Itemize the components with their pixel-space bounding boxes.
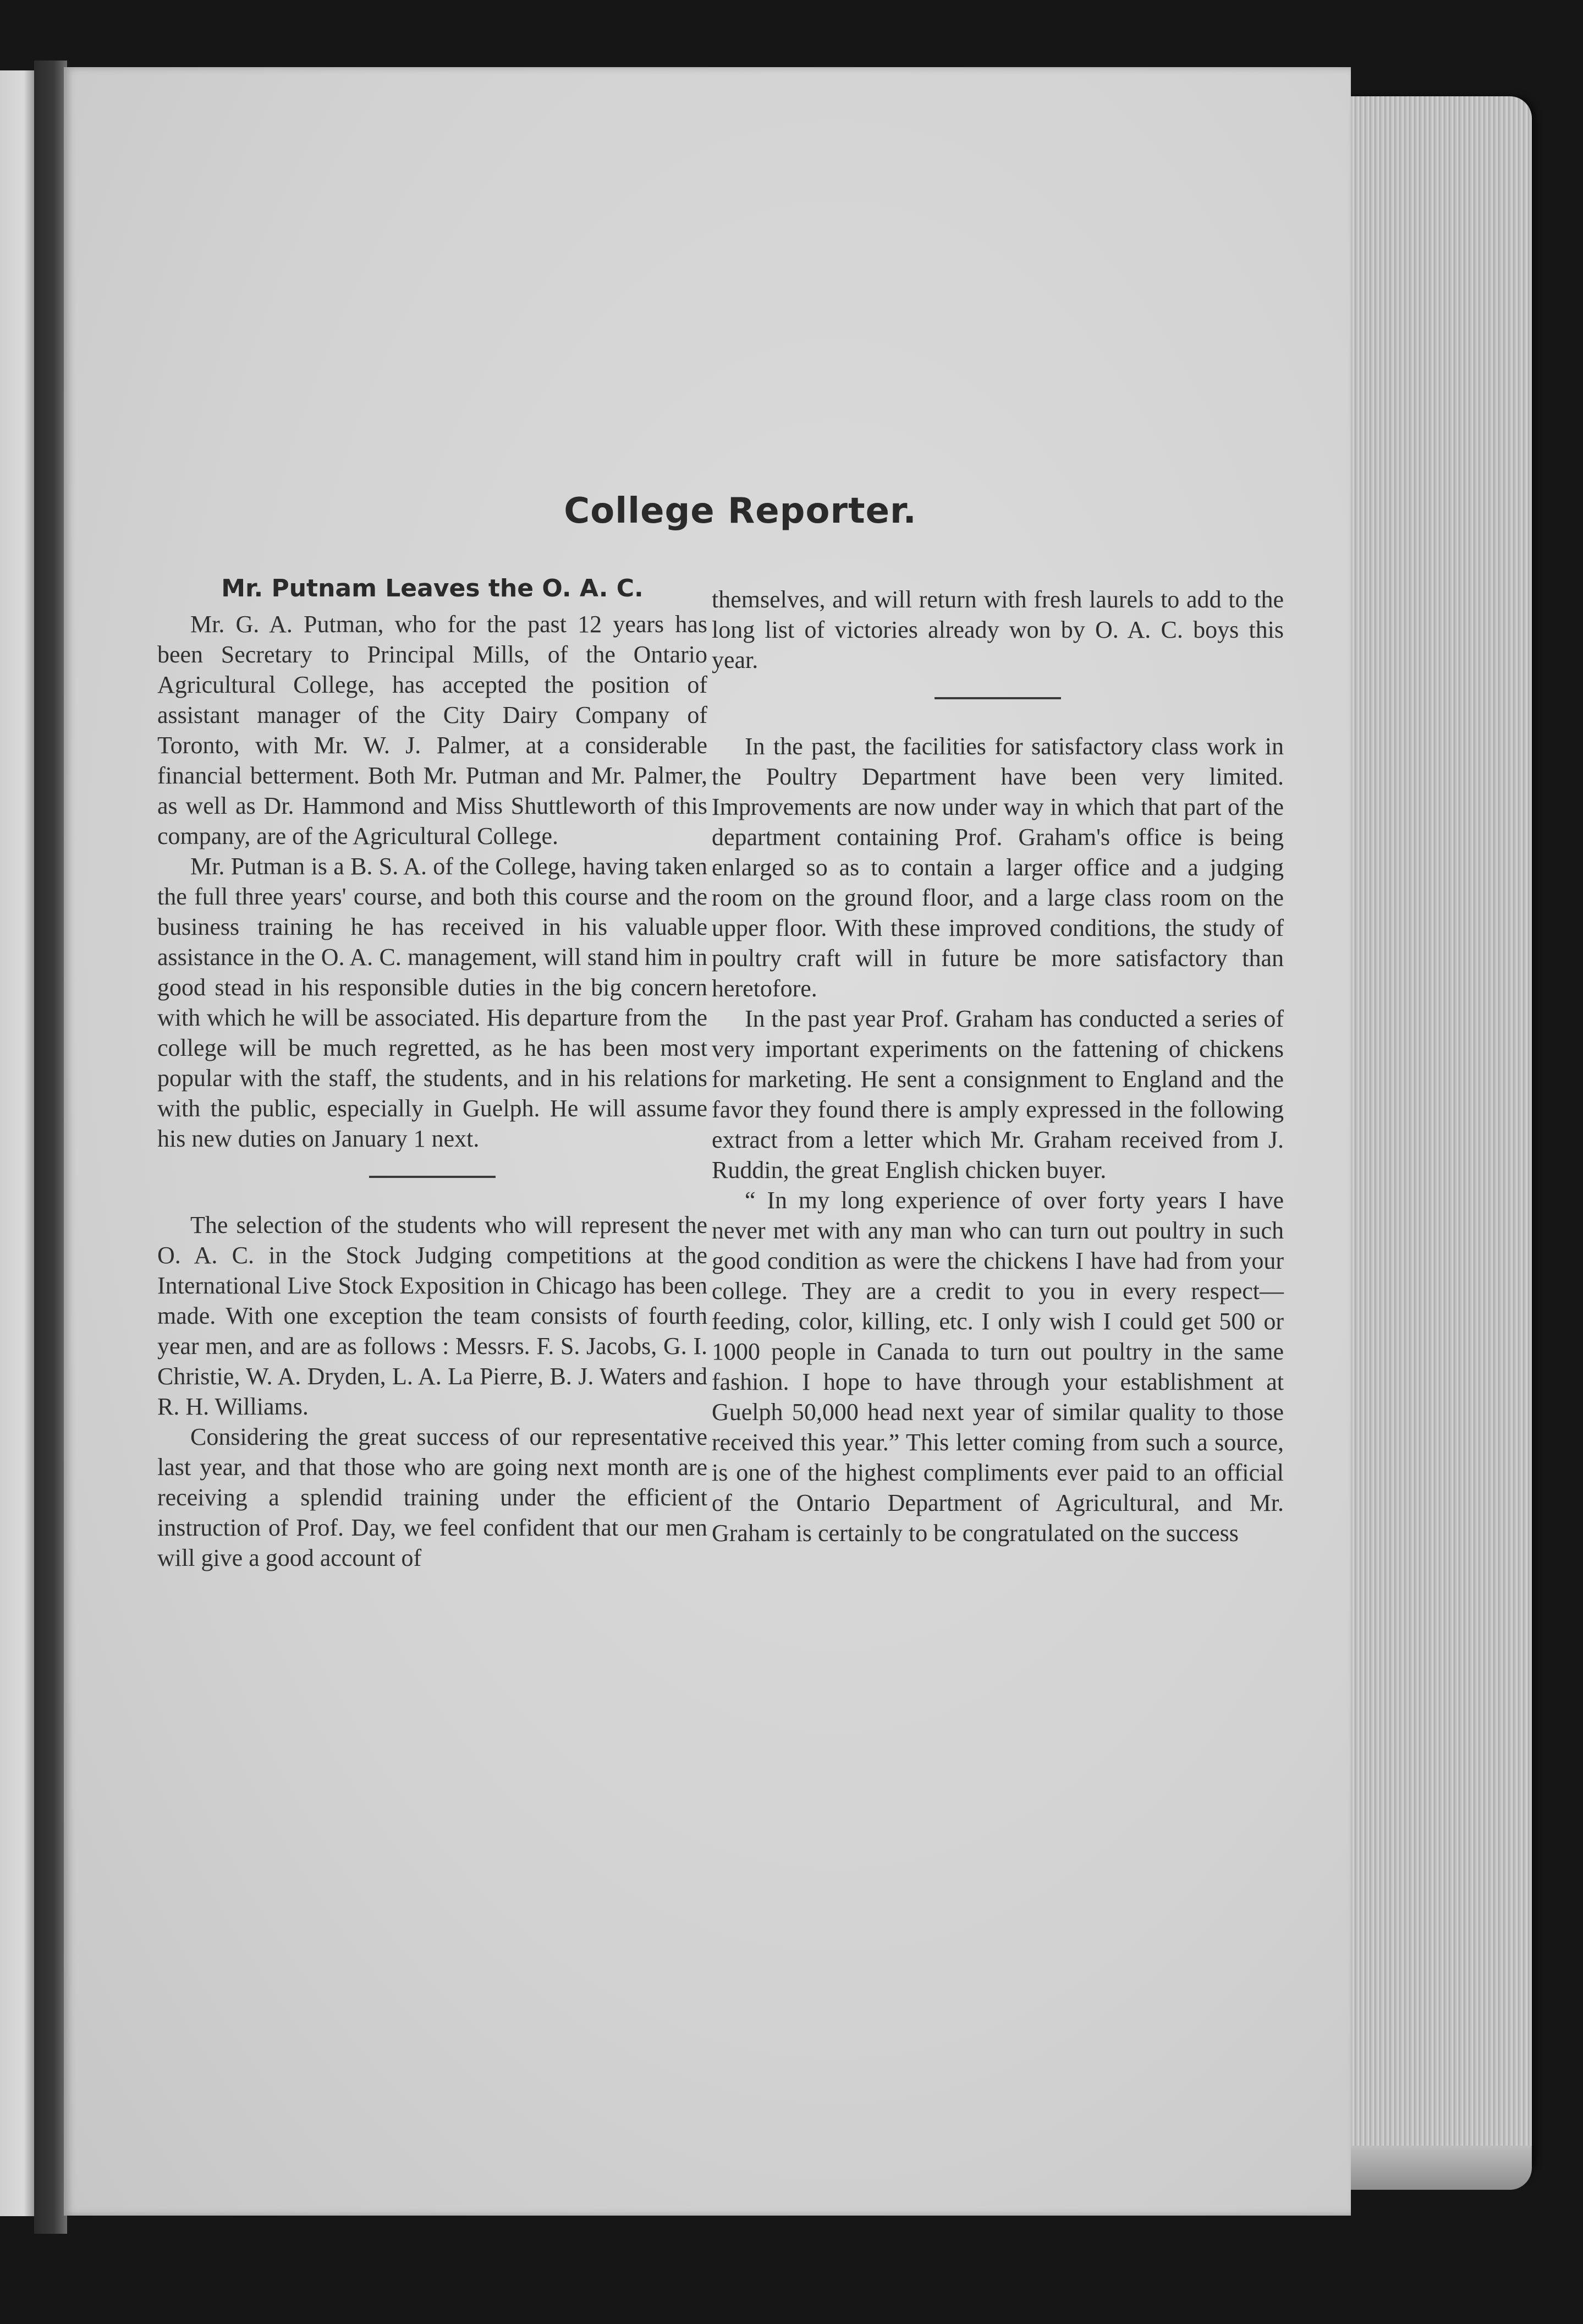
page-heading: College Reporter. [564, 491, 917, 531]
paragraph: “ In my long experience of over forty years I have never met with any man who can turn out poultry in such good condition as were the chickens I have had from your college. They are a credit to you in every respect—feeding, color, killing, etc. I only wish I could get 500 or 1000 people in Canada to turn out poultry in the same fashion. I hope to have through your establishment at Guelph 50,000 head next year of similar quality to those received this year.” This letter coming from such a source, is one of the highest compliments ever paid to an official of the Ontario Department of Agricultural, and Mr. Graham is certainly to be congratulated on the success [712, 1187, 1284, 1547]
paragraph: In the past year Prof. Graham has conducted a series of very important experiments on the fattening of chickens for marketing. He sent a consignment to England and the favor they found there is amply expressed in the following extract from a letter which Mr. Graham received from J. Ruddin, the great English chicken buyer. [712, 1005, 1284, 1183]
paragraph: themselves, and will return with fresh laurels to add to the long list of victories already won by O. A. C. boys this year. [712, 586, 1284, 673]
right-column [712, 584, 1284, 1548]
section-divider [369, 1176, 496, 1178]
book-page-edges-bottom [1342, 2146, 1532, 2190]
book-page-edges [1342, 96, 1532, 2182]
paragraph: In the past, the facilities for satisfactory class work in the Poultry Department have been very limited. Improvements are now under way in which that part of the department containing Prof. Graham's office is being enlarged so as to contain a larger office and a judging room on the ground floor, and a large class room on the upper floor. With these improved conditions, the study of poultry craft will in future be more satisfactory than heretofore. [712, 733, 1284, 1002]
facing-page-edge [0, 70, 34, 2216]
paragraph: The selection of the students who will represent the O. A. C. in the Stock Judging competitions at the International Live Stock Exposition in Chicago has been made. With one exception the team consists of fourth year men, and are as follows : Messrs. F. S. Jacobs, G. I. Christie, W. A. Dryden, L. A. La Pierre, B. J. Waters and R. H. Williams. [157, 1212, 707, 1420]
section-divider [935, 697, 1061, 699]
gutter-shadow [34, 61, 67, 2234]
page [64, 67, 1351, 2216]
article-subhead: Mr. Putnam Leaves the O. A. C. [221, 574, 644, 602]
paragraph: Considering the great success of our representative last year, and that those who are going next month are receiving a splendid training under the efficient instruction of Prof. Day, we feel confident that our men will give a good account of [157, 1423, 707, 1571]
paragraph: Mr. Putman is a B. S. A. of the College, having taken the full three years' course, and both this course and the business training he has received in his valuable assistance in the O. A. C. management, will stand him in good stead in his responsible duties in the big concern with which he will be associated. His departure from the college will be much regretted, as he has been most popular with the staff, the students, and in his relations with the public, especially in Guelph. He will assume his new duties on January 1 next. [157, 853, 707, 1152]
paragraph: Mr. G. A. Putman, who for the past 12 years has been Secretary to Principal Mills, of the Ontario Agricultural College, has accepted the position of assistant manager of the City Dairy Company of Toronto, with Mr. W. J. Palmer, at a considerable financial betterment. Both Mr. Putman and Mr. Palmer, as well as Dr. Hammond and Miss Shuttleworth of this company, are of the Agricultural College. [157, 611, 707, 849]
left-column [157, 573, 707, 1573]
